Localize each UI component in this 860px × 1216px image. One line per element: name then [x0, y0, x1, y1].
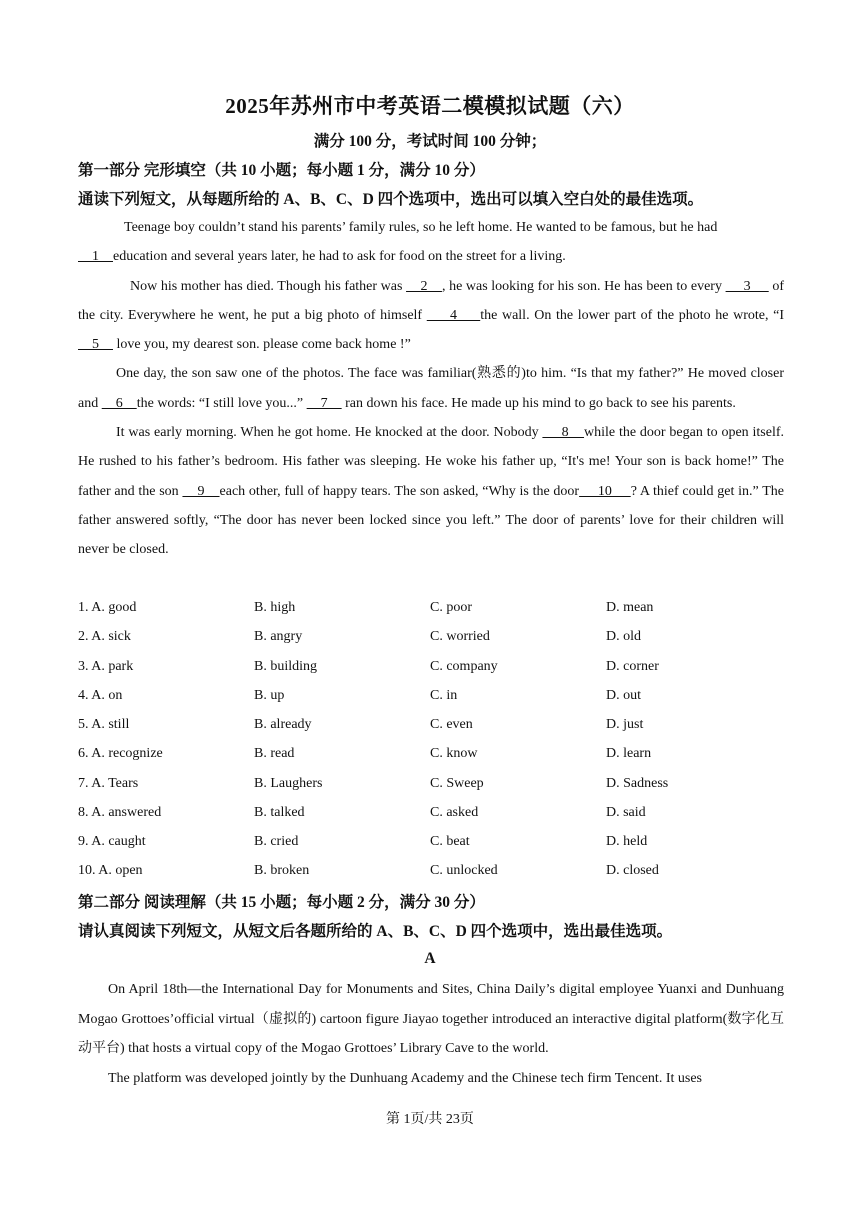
blank-9: 9: [182, 483, 220, 499]
reading-paragraph-2: The platform was developed jointly by the Dunhuang Academy and the Chinese tech firm Tencent. It uses: [108, 1070, 702, 1086]
option-row-10: 10. A. open B. broken C. unlocked D. closed: [78, 863, 659, 879]
option-row-9: 9. A. caught B. cried C. beat D. held: [78, 834, 648, 849]
blank-6: 6: [101, 395, 137, 411]
cloze-passage: [78, 213, 784, 565]
blank-2: 2: [406, 278, 442, 294]
reading-paragraph-1: On April 18th—the International Day for Monuments and Sites, China Daily’s digital employee Yuanxi and Dunhuang Mogao Grottoes’official virtual（虚拟的) cartoon figure Jiayao together introduced an interactive digital platform(数字化互动平台) that hosts a virtual copy of the Mogao Grottoes’ Library Cave to the world.: [78, 982, 784, 1056]
blank-1: 1: [78, 249, 113, 265]
page-number: 第 1页/共 23页: [386, 1112, 474, 1127]
exam-info: 满分 100 分，考试时间 100 分钟；: [313, 133, 547, 150]
blank-3: 3: [725, 278, 769, 294]
option-row-7: 7. A. Tears B. Laughers C. Sweep D. Sadness: [78, 775, 669, 791]
reading-passage-a: [78, 975, 784, 1093]
cloze-options: [78, 594, 784, 887]
blank-10: 10: [579, 483, 631, 499]
option-row-8: 8. A. answered B. talked C. asked D. said: [78, 804, 646, 820]
cloze-paragraph-1: Teenage boy couldn’t stand his parents’ family rules, so he left home. He wanted to be famous, but he had 1 education and several years later, he had to ask for food on the street for a living.: [78, 220, 718, 265]
option-row-1: 1. A. good B. high C. poor D. mean: [78, 600, 654, 615]
cloze-paragraph-4: It was early morning. When he got home. He knocked at the door. Nobody 8 while the door began to open itself. He rushed to his father’s bedroom. His father was sleeping. He woke his father up, “It's me! Your son is back home!” The father and the son 9 each other, full of happy tears. The son asked, “Why is the door 10 ? A thief could get in.” The father answered softly, “The door has never been locked since you left.” The door of parents’ love for their children will never be closed.: [78, 425, 785, 558]
option-row-5: 5. A. still B. already C. even D. just: [78, 717, 644, 732]
cloze-paragraph-3: One day, the son saw one of the photos. The face was familiar(熟悉的)to him. “Is that my father?” He moved closer and 6 the words: “I still love you...” 7 ran down his face. He made up his mind to go back to see his parents.: [78, 366, 784, 411]
part1-instruction: 通读下列短文，从每题所给的 A、B、C、D 四个选项中，选出可以填入空白处的最佳选项。: [78, 191, 704, 208]
option-row-6: 6. A. recognize B. read C. know D. learn: [78, 746, 652, 762]
part1-heading: 第一部分 完形填空（共 10 小题；每小题 1 分，满分 10 分）: [78, 162, 485, 179]
part2-instruction: 请认真阅读下列短文，从短文后各题所给的 A、B、C、D 四个选项中，选出最佳选项。: [78, 923, 673, 940]
blank-4: 4: [426, 307, 481, 323]
option-row-4: 4. A. on B. up C. in D. out: [78, 687, 641, 703]
option-row-2: 2. A. sick B. angry C. worried D. old: [78, 629, 641, 645]
option-row-3: 3. A. park B. building C. company D. corner: [78, 658, 659, 674]
blank-8: 8: [542, 425, 585, 441]
part2-heading: 第二部分 阅读理解（共 15 小题；每小题 2 分，满分 30 分）: [78, 894, 485, 911]
page-title: 2025年苏州市中考英语二模模拟试题（六）: [225, 94, 635, 118]
blank-5: 5: [78, 337, 113, 353]
cloze-paragraph-2: Now his mother has died. Though his father was 2 , he was looking for his son. He has been to every 3 of the city. Everywhere he went, he put a big photo of himself 4 the wall. On the lower part of the photo he wrote, “I 5 love you, my dearest son. please come back home !”: [78, 278, 785, 353]
section-label: A: [424, 950, 436, 967]
blank-7: 7: [306, 395, 342, 411]
